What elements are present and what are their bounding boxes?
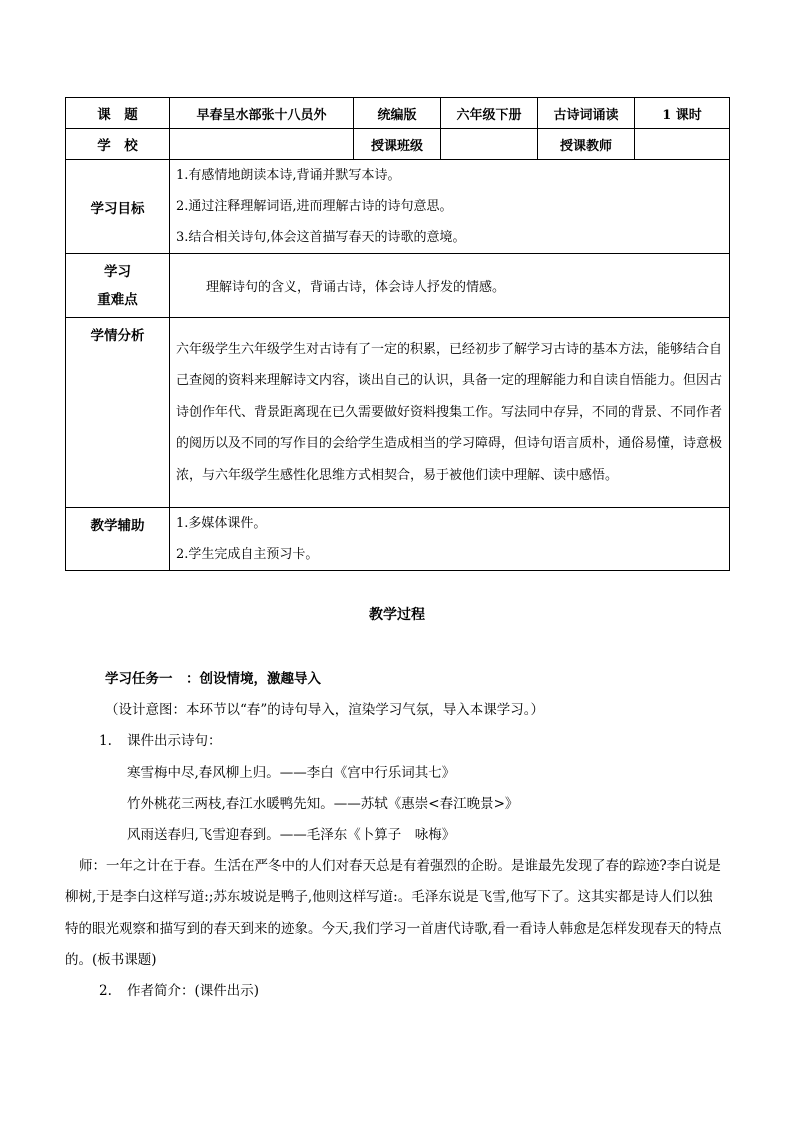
process-title: 教学过程 bbox=[369, 607, 425, 623]
aid-item: 1.多媒体课件。 bbox=[176, 516, 267, 531]
poem-line: 竹外桃花三两枝,春江水暖鸭先知。——苏轼《惠崇<春江晚景>》 bbox=[127, 795, 519, 812]
teacher-paragraph: 师：一年之计在于春。生活在严冬中的人们对春天总是有着强烈的企盼。是谁最先发现了春的踪迹?李白说是柳树,于是李白这样写道:;苏东坡说是鸭子,他则这样写道:。毛泽东说是飞雪,他写下了。这其实都是诗人们以独特的眼光观察和描写到的春天到来的迹象。今天,我们学习一首唐代诗歌,看一看诗人韩愈是怎样发现春天的特点的。(板书课题) bbox=[65, 858, 722, 968]
aids-content bbox=[170, 508, 730, 571]
teacher-value bbox=[635, 129, 730, 160]
key-points-label-line2: 重难点 bbox=[97, 291, 138, 308]
task-heading: 学习任务一 ：创设情境，激趣导入 bbox=[105, 671, 321, 687]
list-item-number: 2. bbox=[99, 983, 112, 1000]
poem-line: 寒雪梅中尽,春风柳上归。——李白《宫中行乐词其七》 bbox=[127, 764, 456, 781]
lesson-title: 早春呈水部张十八员外 bbox=[170, 98, 354, 129]
class-value bbox=[441, 129, 538, 160]
list-item-number: 1. bbox=[99, 733, 112, 750]
table-row-goals bbox=[66, 160, 730, 254]
aid-item: 2.学生完成自主预习卡。 bbox=[176, 547, 319, 562]
list-item-text: 作者简介：(课件出示) bbox=[127, 983, 260, 1000]
key-points-content bbox=[170, 254, 730, 318]
table-row-analysis bbox=[66, 318, 730, 508]
process-body bbox=[65, 664, 727, 1007]
school-value bbox=[170, 129, 354, 160]
lesson-info-table bbox=[65, 97, 730, 571]
key-points-text: 理解诗句的含义，背诵古诗，体会诗人抒发的情感。 bbox=[206, 280, 506, 295]
key-points-label-line1: 学习 bbox=[104, 263, 131, 280]
goal-item: 1.有感情地朗读本诗,背诵并默写本诗。 bbox=[176, 168, 401, 183]
design-note: （设计意图：本环节以“春”的诗句导入，渲染学习气氛，导入本课学习。） bbox=[105, 702, 545, 719]
grade-cell: 六年级下册 bbox=[441, 98, 538, 129]
topic-label: 课 题 bbox=[66, 98, 170, 129]
analysis-content bbox=[170, 318, 730, 508]
list-item bbox=[87, 976, 727, 1007]
goals-content bbox=[170, 160, 730, 254]
goals-label: 学习目标 bbox=[66, 160, 170, 254]
teacher-label: 授课教师 bbox=[538, 129, 635, 160]
hours-cell: 1 课时 bbox=[635, 98, 730, 129]
table-row-aids bbox=[66, 508, 730, 571]
class-label: 授课班级 bbox=[354, 129, 441, 160]
analysis-label: 学情分析 bbox=[66, 318, 170, 508]
list-item-text: 课件出示诗句： bbox=[127, 733, 222, 750]
aids-label: 教学辅助 bbox=[66, 508, 170, 571]
table-row-key-points bbox=[66, 254, 730, 318]
table-row-topic bbox=[66, 98, 730, 129]
edition-cell: 统编版 bbox=[354, 98, 441, 129]
unit-cell: 古诗词诵读 bbox=[538, 98, 635, 129]
key-points-label bbox=[66, 254, 170, 318]
poem-line: 风雨送春归,飞雪迎春到。——毛泽东《卜算子 咏梅》 bbox=[127, 827, 456, 844]
list-item bbox=[87, 726, 727, 757]
goal-item: 3.结合相关诗句,体会这首描写春天的诗歌的意境。 bbox=[176, 230, 466, 245]
analysis-text: 六年级学生六年级学生对古诗有了一定的积累，已经初步了解学习古诗的基本方法，能够结合自己查阅的资料来理解诗文内容，谈出自己的认识，具备一定的理解能力和自读自悟能力。但因古诗创作年代、背景距离现在已久需要做好资料搜集工作。写法同中存异，不同的背景、不同作者的阅历以及不同的写作目的会给学生造成相当的学习障碍，但诗句语言质朴，通俗易懂，诗意极浓，与六年级学生感性化思维方式相契合，易于被他们读中理解、读中感悟。 bbox=[176, 341, 723, 483]
school-label: 学 校 bbox=[66, 129, 170, 160]
table-row-school bbox=[66, 129, 730, 160]
goal-item: 2.通过注释理解词语,进而理解古诗的诗句意思。 bbox=[176, 199, 453, 214]
